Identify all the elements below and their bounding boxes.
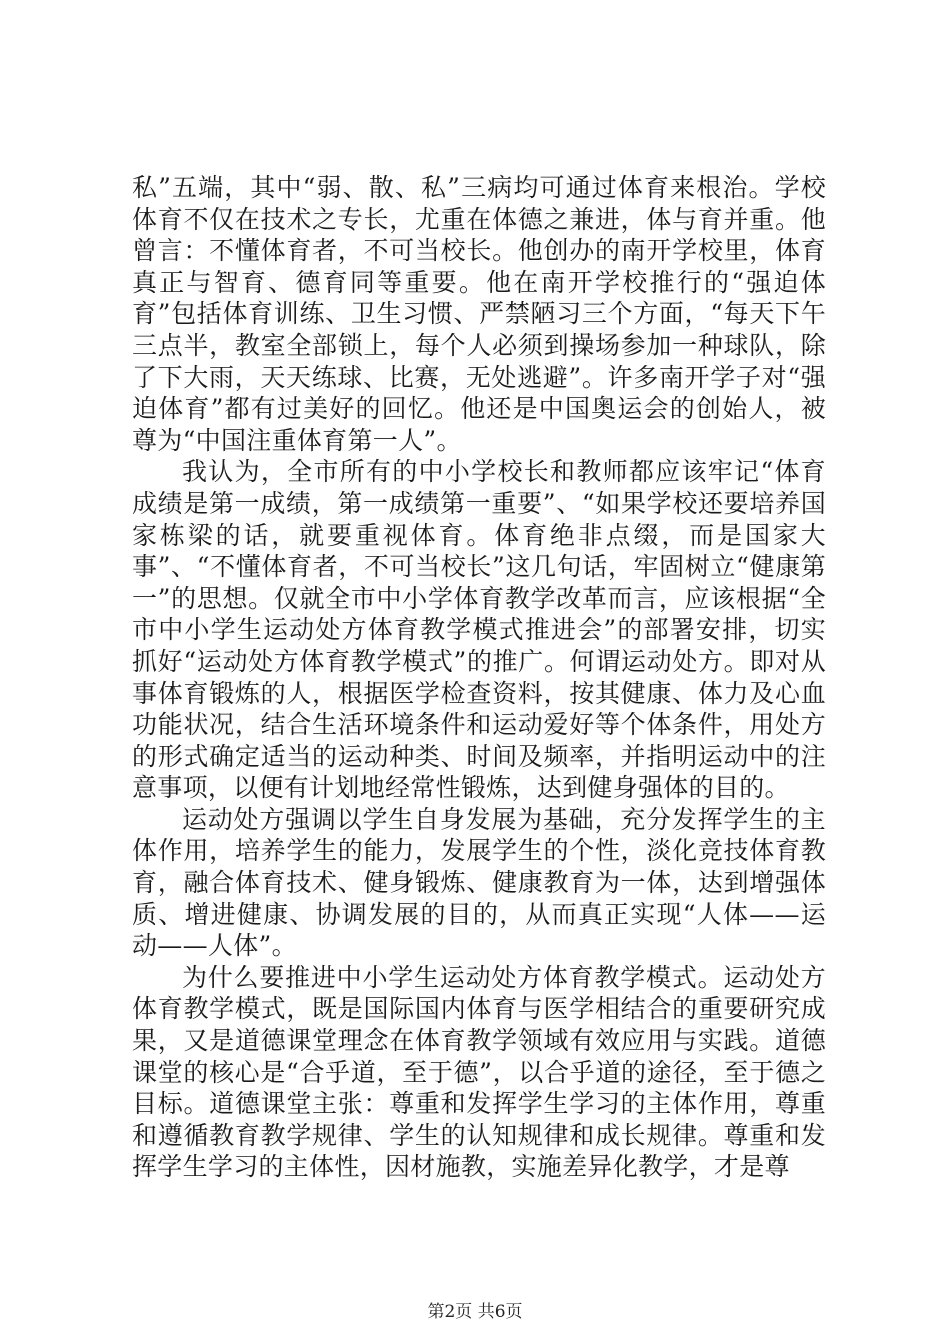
paragraph-1: 私”五端，其中“弱、散、私”三病均可通过体育来根治。学校体育不仅在技术之专长，尤重在体德之兼进，体与育并重。他曾言：不懂体育者，不可当校长。他创办的南开学校里，体育真正与智育、德育同等重要。他在南开学校推行的“强迫体育”包括体育训练、卫生习惯、严禁陋习三个方面，“每天下午三点半，教室全部锁上，每个人必须到操场参加一种球队，除了下大雨，天天练球、比赛，无处逃避”。许多南开学子对“强迫体育”都有过美好的回忆。他还是中国奥运会的创始人，被尊为“中国注重体育第一人”。 [132, 173, 826, 455]
body-text [132, 172, 826, 1183]
page-number-footer: 第2页 共6页 [427, 1302, 523, 1322]
paragraph-2: 我认为，全市所有的中小学校长和教师都应该牢记“体育成绩是第一成绩，第一成绩第一重要”、“如果学校还要培养国家栋梁的话，就要重视体育。体育绝非点缀，而是国家大事”、“不懂体育者，不可当校长”这几句话，牢固树立“健康第一”的思想。仅就全市中小学体育教学改革而言，应该根据“全市中小学生运动处方体育教学模式推进会”的部署安排，切实抓好“运动处方体育教学模式”的推广。何谓运动处方。即对从事体育锻炼的人，根据医学检查资料，按其健康、体力及心血功能状况，结合生活环境条件和运动爱好等个体条件，用处方的形式确定适当的运动种类、时间及频率，并指明运动中的注意事项，以便有计划地经常性锻炼，达到健身强体的目的。 [132, 457, 826, 803]
paragraph-3: 运动处方强调以学生自身发展为基础，充分发挥学生的主体作用，培养学生的能力，发展学生的个性，淡化竞技体育教育，融合体育技术、健身锻炼、健康教育为一体，达到增强体质、增进健康、协调发展的目的，从而真正实现“人体——运动——人体”。 [132, 804, 826, 961]
paragraph-4: 为什么要推进中小学生运动处方体育教学模式。运动处方体育教学模式，既是国际国内体育与医学相结合的重要研究成果，又是道德课堂理念在体育教学领域有效应用与实践。道德课堂的核心是“合乎道，至于德”，以合乎道的途径，至于德之目标。道德课堂主张：尊重和发挥学生学习的主体作用，尊重和遵循教育教学规律、学生的认知规律和成长规律。尊重和发挥学生学习的主体性，因材施教，实施差异化教学，才是尊 [132, 962, 826, 1182]
